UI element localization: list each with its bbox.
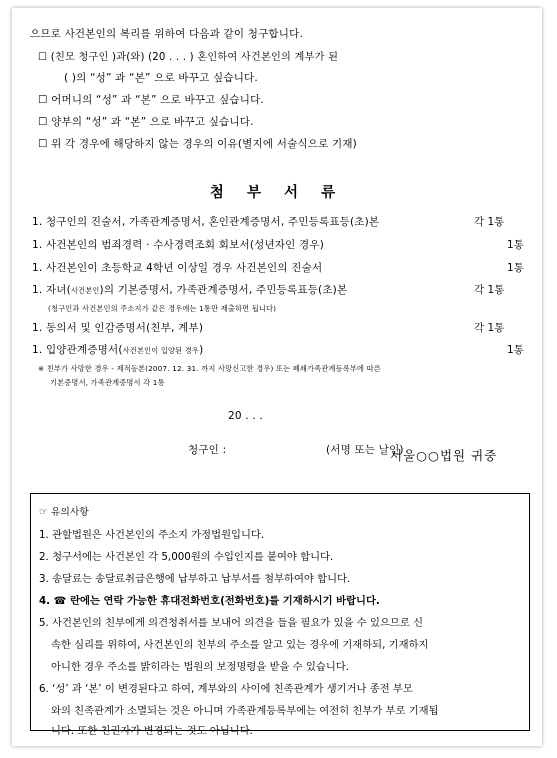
attachment-count: 1통 bbox=[507, 262, 524, 274]
option-adoptive-father: ☐ 양부의 “성” 과 “본” 으로 바꾸고 싶습니다. bbox=[38, 116, 254, 128]
document-page bbox=[12, 8, 542, 746]
notice-box bbox=[30, 493, 530, 737]
notice-item: 2. 청구서에는 사건본인 각 5,000원의 수입인지를 붙여야 합니다. bbox=[39, 551, 334, 563]
attachments-title: 첨 부 서 류 bbox=[209, 185, 345, 201]
attachment-item: 1. 사건본인이 초등학교 4학년 이상일 경우 사건본인의 진술서 bbox=[32, 262, 323, 274]
notice-item: 와의 친족관계가 소멸되는 것은 아니며 가족관계등록부에는 여전히 친부가 부로 기재됩 bbox=[51, 705, 439, 717]
notice-item: 아니한 경우 주소를 밝히라는 법원의 보정명령을 받을 수 있습니다. bbox=[51, 661, 350, 673]
notice-item: 3. 송달료는 송달료취급은행에 납부하고 납부서를 첨부하여야 합니다. bbox=[39, 573, 351, 585]
notice-item: 속한 심리를 위하여, 사건본인의 친부의 주소를 알고 있는 경우에 기재하되, 기재하지 bbox=[51, 639, 429, 651]
attachment-count: 각 1통 bbox=[474, 322, 505, 334]
notice-item: 1. 관할법원은 사건본인의 주소지 가정법원입니다. bbox=[39, 529, 265, 541]
attachment-count: 1통 bbox=[507, 239, 524, 251]
footnote-line1: ※ 친부가 사망한 경우 - 제적등본(2007. 12. 31. 까지 사망신고한 경우) 또는 폐쇄가족관계등록부에 따른 bbox=[38, 364, 381, 373]
attachment-text-c: ) bbox=[199, 344, 204, 356]
notice-header: ☞ 유의사항 bbox=[39, 507, 89, 518]
attachment-item bbox=[32, 282, 347, 297]
attachment-text-a: 1. 자녀( bbox=[32, 284, 71, 296]
date-line: 20 . . . bbox=[228, 410, 263, 422]
notice-item: 5. 사건본인의 친부에게 의견청취서를 보내어 의견을 들을 필요가 있을 수 있으므로 신 bbox=[39, 617, 424, 629]
attachment-item: 1. 동의서 및 인감증명서(친부, 계부) bbox=[32, 322, 204, 334]
attachment-count: 각 1통 bbox=[474, 284, 505, 296]
attachment-count: 각 1통 bbox=[474, 216, 505, 228]
attachment-text-c: )의 기본증명서, 가족관계증명서, 주민등록표등(초)본 bbox=[99, 284, 348, 296]
footnote-line2: 기본증명서, 가족관계증명서 각 1통 bbox=[50, 378, 165, 387]
attachment-text-b: 사건본인 bbox=[70, 286, 100, 295]
attachment-text-b: 사건본인이 입양된 경우 bbox=[122, 346, 200, 355]
attachment-item: 1. 청구인의 진술서, 가족관계증명서, 혼인관계증명서, 주민등록표등(초)본 bbox=[32, 216, 380, 228]
attachment-item: 1. 사건본인의 범죄경력 · 수사경력조회 회보서(성년자인 경우) bbox=[32, 239, 325, 251]
notice-item: 6. ‘성’ 과 ‘본’ 이 변경된다고 하여, 계부와의 사이에 친족관계가 생기거나 종전 부모 bbox=[39, 683, 413, 695]
attachment-item bbox=[32, 342, 203, 357]
option-mother: ☐ 어머니의 “성” 과 “본” 으로 바꾸고 싶습니다. bbox=[38, 94, 264, 106]
attachment-note: (청구인과 사건본인의 주소지가 같은 경우에는 1통만 제출하면 됩니다) bbox=[48, 304, 277, 313]
option-other-reason: ☐ 위 각 경우에 해당하지 않는 경우의 이유(별지에 서술식으로 기재) bbox=[38, 138, 357, 150]
option-stepfather-line1: ☐ (친모 청구인 )과(와) (20 . . . ) 혼인하여 사건본인의 계부가 된 bbox=[38, 52, 339, 63]
option-stepfather-line2: ( )의 “성” 과 “본” 으로 바꾸고 싶습니다. bbox=[64, 72, 258, 84]
petitioner-label: 청구인 : bbox=[188, 444, 227, 456]
court-name: 서울○○법원 귀중 bbox=[390, 448, 498, 463]
sign-hint: (서명 또는 날인) bbox=[326, 444, 404, 456]
notice-item: 니다. 또한 친권자가 변경되는 것도 아닙니다. bbox=[51, 725, 253, 737]
attachment-text-a: 1. 입양관계증명서( bbox=[32, 344, 123, 356]
intro-line: 으므로 사건본인의 복리를 위하여 다음과 같이 청구합니다. bbox=[30, 28, 303, 40]
attachment-count: 1통 bbox=[507, 344, 524, 356]
notice-item: 4. ☎ 란에는 연락 가능한 휴대전화번호(전화번호)를 기재하시기 바랍니다. bbox=[39, 595, 380, 607]
